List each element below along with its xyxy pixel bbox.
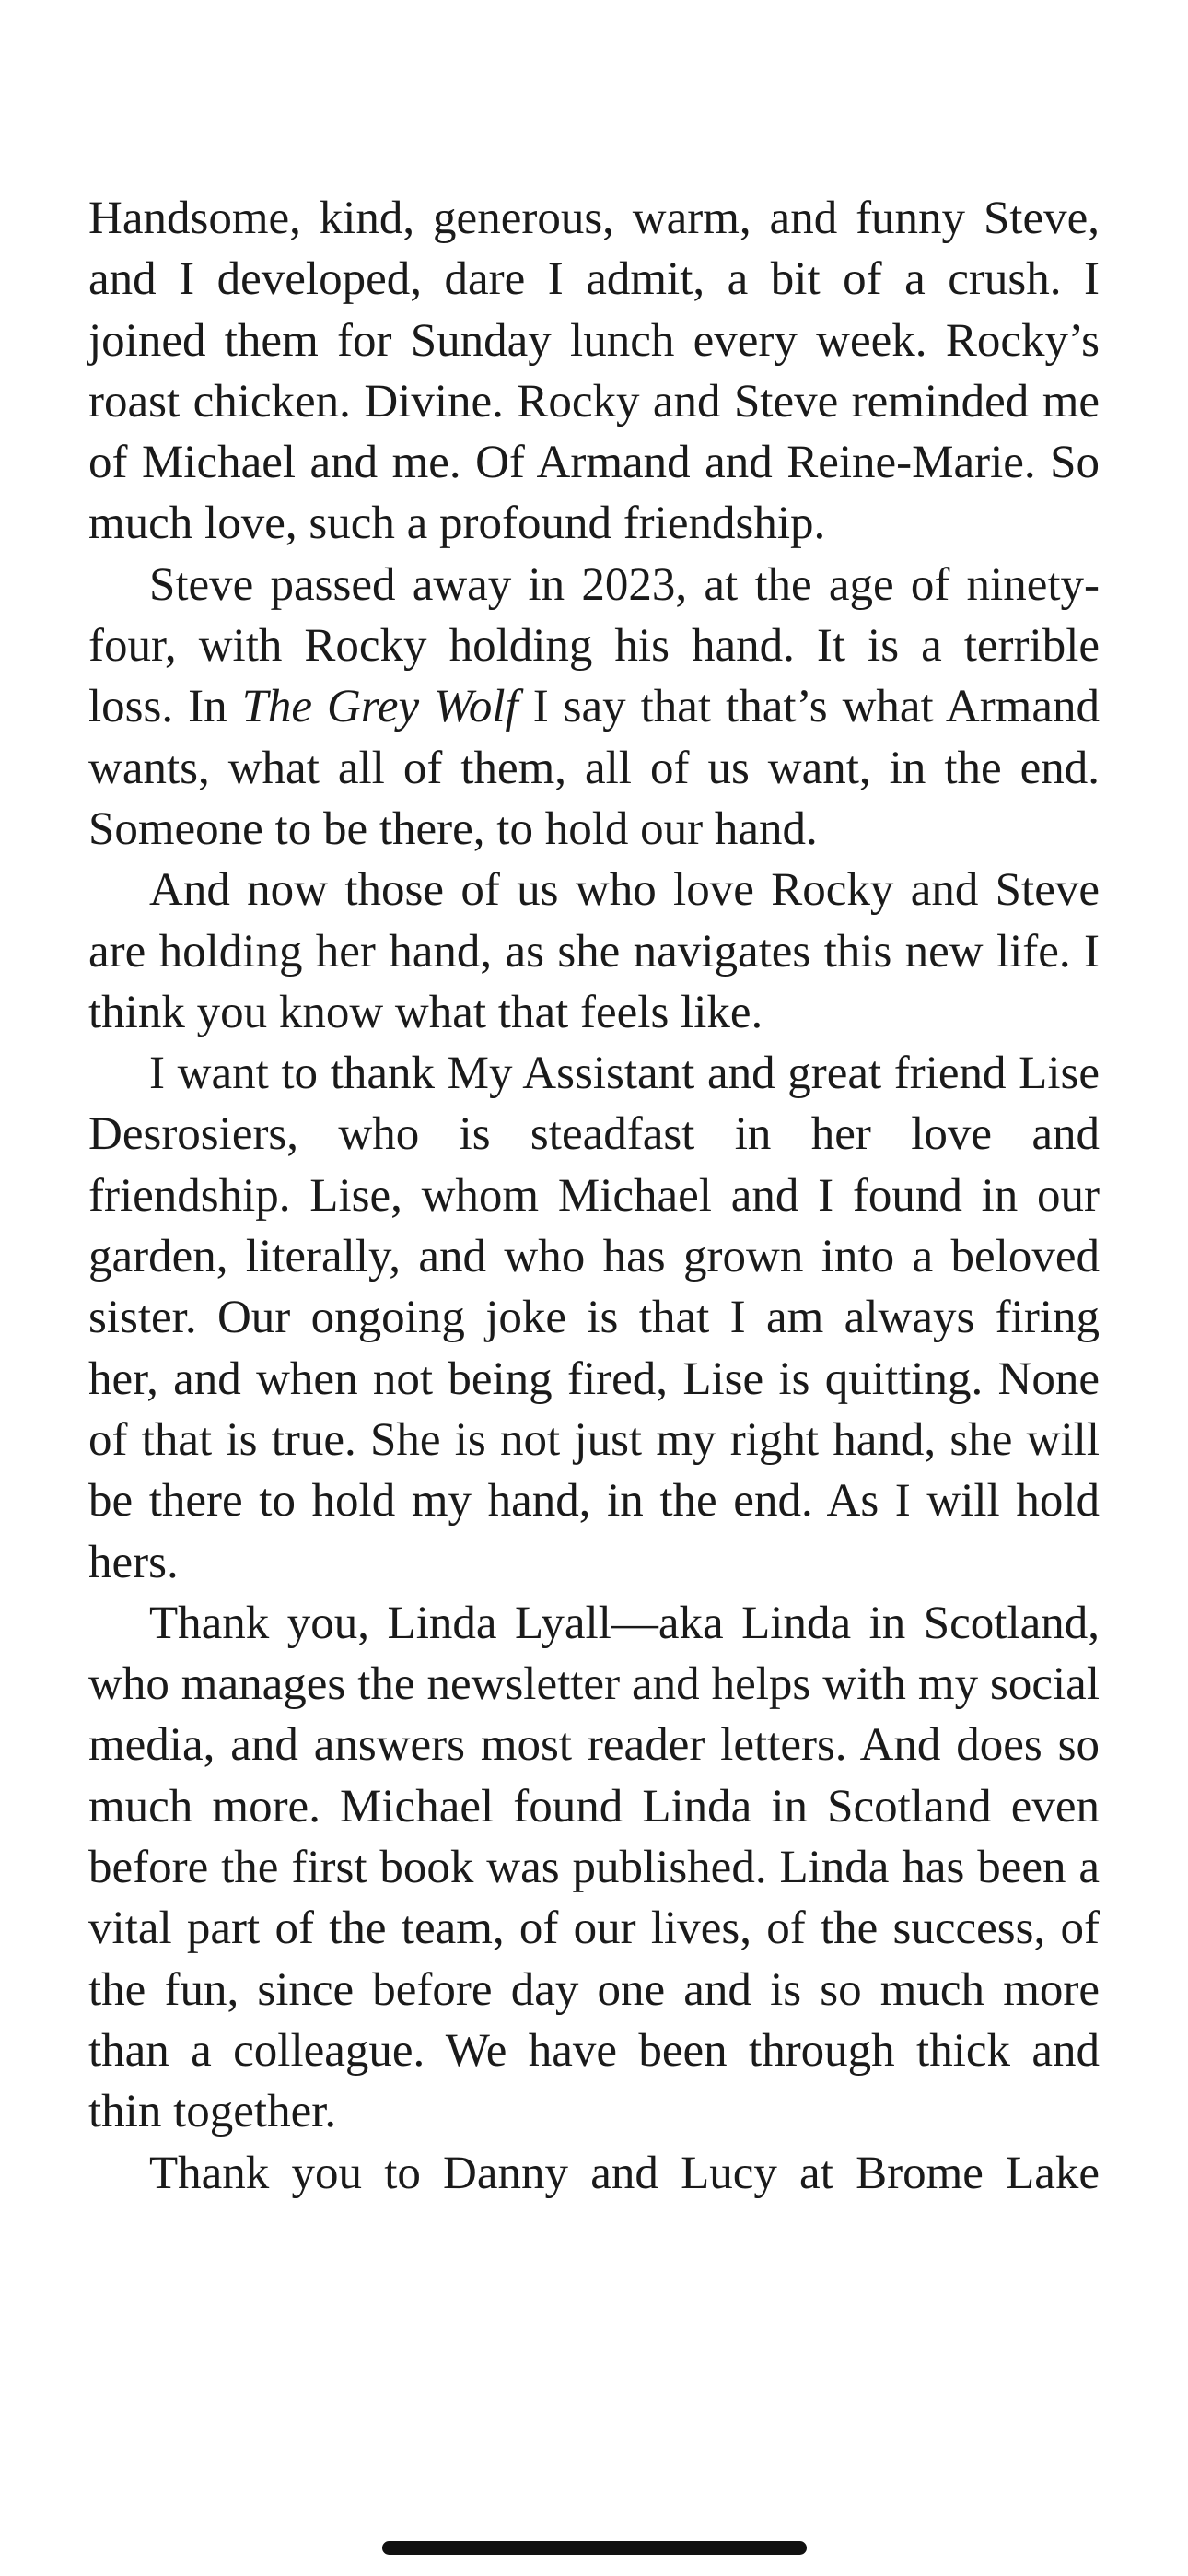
paragraph-2-text-after: I say that that’s what Armand wants, what all of them, all of us want, in the end. Someone to be there, to hold our hand.	[88, 681, 1100, 855]
paragraph-4: I want to thank My Assistant and great friend Lise Desrosiers, who is steadfast in her love and friendship. Lise, whom Michael and I found in our garden, literally, and who has grown into a beloved sister. Our ongoing joke is that I am always firing her, and when not being fired, Lise is quitting. None of that is true. She is not just my right hand, she will be there to hold my hand, in the end. As I will hold hers.	[88, 1048, 1100, 1588]
paragraph-6: Thank you to Danny and Lucy at Brome Lake	[149, 2147, 1100, 2199]
book-title-italic: The Grey Wolf	[241, 681, 518, 733]
paragraph-2-text-before: Steve passed away in 2023, at the age of ninety-four, with Rocky holding his hand. It is a terrible loss. In	[88, 558, 1100, 733]
book-page[interactable]	[88, 188, 1100, 2204]
home-indicator[interactable]	[382, 2541, 807, 2555]
paragraph-5: Thank you, Linda Lyall—aka Linda in Scotland, who manages the newsletter and helps with my social media, and answers most reader letters. And does so much more. Michael found Linda in Scotland even before the first book was published. Linda has been a vital part of the team, of our lives, of the success, of the fun, since before day one and is so much more than a colleague. We have been through thick and thin together.	[88, 1597, 1100, 2138]
paragraph-1: Handsome, kind, generous, warm, and funny Steve, and I developed, dare I admit, a bit of a crush. I joined them for Sunday lunch every week. Rocky’s roast chicken. Divine. Rocky and Steve reminded me of Michael and me. Of Armand and Reine-Marie. So much love, such a profound friendship.	[88, 193, 1100, 550]
paragraph-2	[88, 555, 1100, 860]
paragraph-3: And now those of us who love Rocky and Steve are holding her hand, as she navigates this new life. I think you know what that feels like.	[88, 864, 1100, 1038]
